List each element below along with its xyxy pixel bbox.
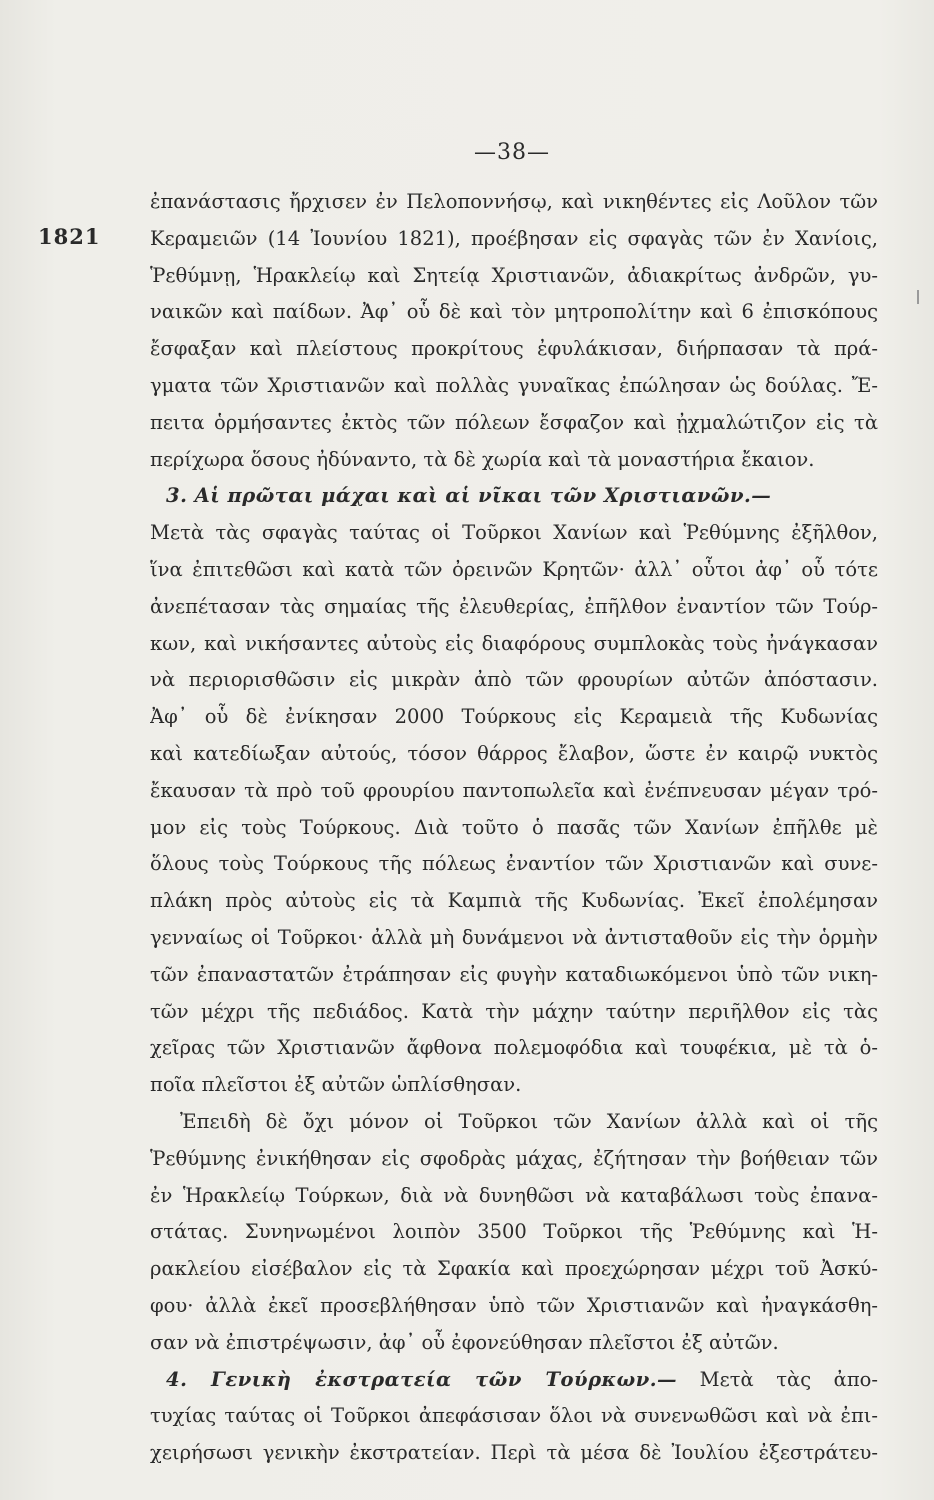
text-line: καὶ κατεδίωξαν αὐτούς, τόσον θάρρος ἔλαβον, ὥστε ἐν καιρῷ νυκτὸς — [150, 741, 878, 765]
text-line: πλάκη πρὸς αὐτοὺς εἰς τὰ Καμπιὰ τῆς Κυδωνίας. Ἐκεῖ ἐπολέμησαν — [150, 889, 878, 913]
text-line: Ῥεθύμνης ἐνικήθησαν εἰς σφοδρὰς μάχας, ἐζήτησαν τὴν βοήθειαν τῶν — [150, 1146, 878, 1170]
text-line: περίχωρα ὅσους ἠδύναντο, τὰ δὲ χωρία καὶ τὰ μοναστήρια ἔκαιον. — [150, 447, 815, 471]
text-line: ὅλους τοὺς Τούρκους τῆς πόλεως ἐναντίον τῶν Χριστιανῶν καὶ συνε- — [150, 852, 878, 876]
text-line: ἔκαυσαν τὰ πρὸ τοῦ φρουρίου παντοπωλεῖα καὶ ἐνέπνευσαν μέγαν τρό- — [150, 778, 878, 802]
text-line: γματα τῶν Χριστιανῶν καὶ πολλὰς γυναῖκας ἐπώλησαν ὡς δούλας. Ἔ- — [150, 373, 878, 397]
text-line: χειρήσωσι γενικὴν ἐκστρατείαν. Περὶ τὰ μέσα δὲ Ἰουλίου ἐξεστράτευ- — [150, 1441, 878, 1465]
text-line: νὰ περιορισθῶσιν εἰς μικρὰν ἀπὸ τῶν φρουρίων αὐτῶν ἀπόστασιν. — [150, 668, 878, 692]
text-line: ἀνεπέτασαν τὰς σημαίας τῆς ἐλευθερίας, ἐπῆλθον ἐναντίον τῶν Τούρ- — [150, 594, 878, 618]
body-text — [150, 184, 878, 1472]
page-number: —38— — [474, 140, 550, 165]
text-line: μον εἰς τοὺς Τούρκους. Διὰ τοῦτο ὁ πασᾶς τῶν Χανίων ἐπῆλθε μὲ — [150, 815, 878, 839]
text-line: ρακλείου εἰσέβαλον εἰς τὰ Σφακία καὶ προεχώρησαν μέχρι τοῦ Ἀσκύ- — [150, 1257, 878, 1281]
text-line: τῶν ἐπαναστατῶν ἐτράπησαν εἰς φυγὴν καταδιωκόμενοι ὑπὸ τῶν νικη- — [150, 962, 878, 986]
text-line: ἐν Ἡρακλείῳ Τούρκων, διὰ νὰ δυνηθῶσι νὰ καταβάλωσι τοὺς ἐπανα- — [150, 1183, 878, 1207]
margin-year: 1821 — [38, 224, 101, 249]
text-line: στάτας. Συνηνωμένοι λοιπὸν 3500 Τοῦρκοι τῆς Ῥεθύμνης καὶ Ἡ- — [150, 1220, 878, 1244]
text-line: φου· ἀλλὰ ἐκεῖ προσεβλήθησαν ὑπὸ τῶν Χριστιανῶν καὶ ἠναγκάσθη- — [150, 1293, 878, 1317]
text-line: ἵνα ἐπιτεθῶσι καὶ κατὰ τῶν ὀρεινῶν Κρητῶν· ἀλλ᾽ οὗτοι ἀφ᾽ οὗ τότε — [150, 557, 878, 581]
text-fragment: Μετὰ τὰς ἀπο- — [699, 1367, 878, 1391]
text-line: πειτα ὁρμήσαντες ἐκτὸς τῶν πόλεων ἔσφαζον καὶ ᾐχμαλώτιζον εἰς τὰ — [150, 410, 878, 434]
text-line: χεῖρας τῶν Χριστιανῶν ἄφθονα πολεμοφόδια καὶ τουφέκια, μὲ τὰ ὁ- — [150, 1036, 878, 1060]
section-heading-4: 4. Γενικὴ ἐκστρατεία τῶν Τούρκων.— — [166, 1367, 678, 1391]
text-line: τῶν μέχρι τῆς πεδιάδος. Κατὰ τὴν μάχην ταύτην περιῆλθον εἰς τὰς — [150, 999, 878, 1023]
section-4-first-line — [150, 1362, 878, 1399]
text-line: σαν νὰ ἐπιστρέψωσιν, ἀφ᾽ οὗ ἐφονεύθησαν πλεῖστοι ἐξ αὐτῶν. — [150, 1330, 779, 1354]
text-line: ἔσφαξαν καὶ πλείστους προκρίτους ἐφυλάκισαν, διήρπασαν τὰ πρά- — [150, 337, 878, 361]
section-heading-3: 3. Αἱ πρῶται μάχαι καὶ αἱ νῖκαι τῶν Χριστιανῶν.— — [166, 484, 772, 508]
text-line: Ἀφ᾽ οὗ δὲ ἐνίκησαν 2000 Τούρκους εἰς Κεραμειὰ τῆς Κυδωνίας — [150, 705, 878, 729]
text-line: ἐπανάστασις ἤρχισεν ἐν Πελοποννήσῳ, καὶ νικηθέντες εἰς Λοῦλον τῶν — [150, 190, 878, 213]
text-line: ναικῶν καὶ παίδων. Ἀφ᾽ οὗ δὲ καὶ τὸν μητροπολίτην καὶ 6 ἐπισκόπους — [150, 300, 878, 324]
margin-mark — [917, 290, 919, 304]
text-line: ποῖα πλεῖστοι ἐξ αὐτῶν ὡπλίσθησαν. — [150, 1073, 522, 1097]
text-line: Κεραμειῶν (14 Ἰουνίου 1821), προέβησαν εἰς σφαγὰς τῶν ἐν Χανίοις, — [150, 226, 878, 250]
text-line: Μετὰ τὰς σφαγὰς ταύτας οἱ Τοῦρκοι Χανίων καὶ Ῥεθύμνης ἐξῆλθον, — [150, 521, 878, 545]
text-line: κων, καὶ νικήσαντες αὐτοὺς εἰς διαφόρους συμπλοκὰς τοὺς ἠνάγκασαν — [150, 631, 878, 655]
text-line: γενναίως οἱ Τοῦρκοι· ἀλλὰ μὴ δυνάμενοι νὰ ἀντισταθοῦν εἰς τὴν ὁρμὴν — [150, 925, 878, 949]
text-line: Ἐπειδὴ δὲ ὄχι μόνον οἱ Τοῦρκοι τῶν Χανίων ἀλλὰ καὶ οἱ τῆς — [180, 1109, 878, 1133]
text-line: τυχίας ταύτας οἱ Τοῦρκοι ἀπεφάσισαν ὅλοι νὰ συνενωθῶσι καὶ νὰ ἐπι- — [150, 1404, 878, 1428]
text-line: Ῥεθύμνῃ, Ἡρακλείῳ καὶ Σητείᾳ Χριστιανῶν, ἀδιακρίτως ἀνδρῶν, γυ- — [150, 263, 878, 287]
